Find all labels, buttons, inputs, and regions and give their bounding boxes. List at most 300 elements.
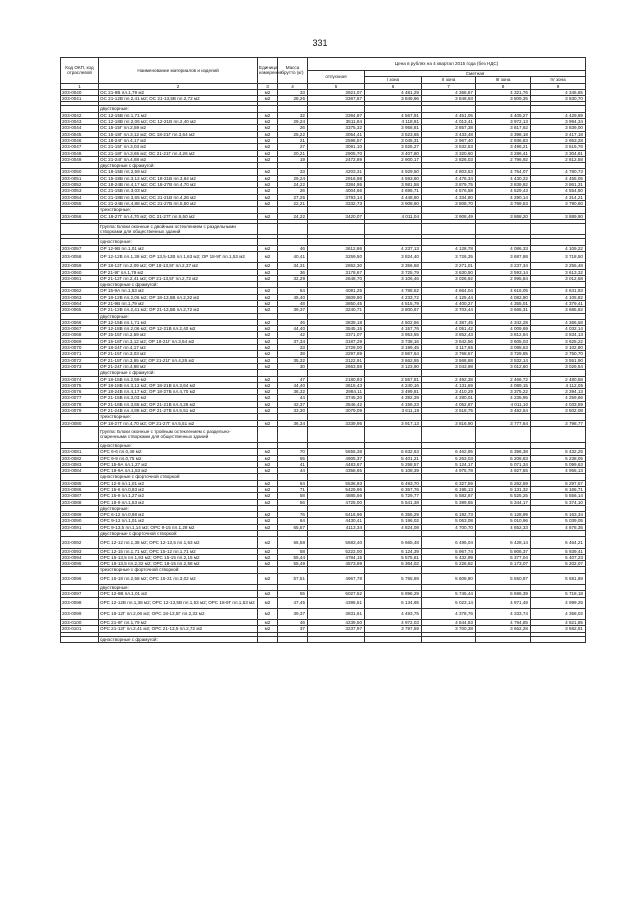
price-zone-1: 3 824,40 (365, 252, 422, 263)
price-zone-4: 4 455,05 (531, 175, 586, 181)
item-code: 203-0096 (61, 573, 99, 584)
item-mass: 44 (278, 468, 308, 474)
item-mass: 29,24 (278, 175, 308, 181)
item-name: ОС 21-9В пл.1,79 м2 (99, 89, 258, 95)
price-zone-3: 5 173,07 (476, 561, 531, 567)
price-zone-3: 3 482,54 (476, 408, 531, 414)
price-zone-1: 3 199,45 (365, 345, 422, 351)
item-unit: м2 (258, 461, 278, 467)
price-zone-4: 5 238,05 (531, 455, 586, 461)
item-code: 203-0061 (61, 275, 99, 281)
item-mass: 76 (278, 512, 308, 518)
empty-cell (531, 426, 586, 442)
item-code: 203-0085 (61, 480, 99, 486)
price-release: 2663,58 (308, 363, 365, 369)
price-zone-4: 6 163,34 (531, 512, 586, 518)
column-index: 4 (278, 83, 308, 89)
price-table (60, 57, 586, 643)
price-zone-2: 4 051,42 (422, 326, 476, 332)
subgroup-title: трехстворные с форточной створкой: (99, 567, 258, 573)
item-mass: 21 (278, 137, 308, 143)
price-zone-1: 4 448,60 (365, 194, 422, 200)
price-release: 3079,09 (308, 408, 365, 414)
price-zone-2: 3 852,43 (422, 332, 476, 338)
price-release: 3339,95 (308, 420, 365, 426)
item-name: ОС 15-15Г пл.2,59 м2 (99, 125, 258, 131)
item-mass: 25,22 (278, 131, 308, 137)
item-code: 203-0070 (61, 345, 99, 351)
item-unit: м2 (258, 144, 278, 150)
empty-cell (422, 426, 476, 442)
item-unit: м2 (258, 395, 278, 401)
item-code: 203-0042 (61, 112, 99, 118)
price-zone-4: 3 029,54 (531, 363, 586, 369)
item-name: ОР 18-15В пл.2,59 м2 (99, 376, 258, 382)
item-unit: м2 (258, 245, 278, 251)
price-release: 3609,90 (308, 294, 365, 300)
item-name: ОС 18-15В пл.2,59 м2 (99, 169, 258, 175)
item-code: 203-0090 (61, 518, 99, 524)
item-name: ОР 12-18В пл.2,06 м2; ОР 12-21В пл.2,40 м2 (99, 326, 258, 332)
item-name: ОРС 15-18 пл.2,58 м2; ОРС 15-21 пл.3,02 м2 (99, 573, 258, 584)
price-zone-1: 4 233,72 (365, 294, 422, 300)
price-zone-2: 3 043,98 (422, 363, 476, 369)
price-zone-4: 3 613,32 (531, 269, 586, 275)
item-code: 203-0098 (61, 597, 99, 608)
price-zone-2: 5 608,80 (422, 573, 476, 584)
price-zone-1: 5 541,38 (365, 499, 422, 505)
item-code: 203-0087 (61, 493, 99, 499)
price-zone-3: 3 237,34 (476, 263, 531, 269)
column-index: 9 (531, 83, 586, 89)
item-mass: 27 (278, 144, 308, 150)
price-zone-4: 5 039,05 (531, 518, 586, 524)
price-zone-1: 6 632,63 (365, 449, 422, 455)
item-unit: м2 (258, 112, 278, 118)
item-name: ОРС 12-9В пл.1,01 м2 (99, 591, 258, 597)
price-zone-3: 4 355,01 (476, 300, 531, 306)
price-zone-4: 6 432,25 (531, 449, 586, 455)
price-zone-1: 4 696,71 (365, 188, 422, 194)
price-zone-3: 3 012,60 (476, 363, 531, 369)
item-unit: м2 (258, 554, 278, 560)
price-zone-1: 3 797,59 (365, 626, 422, 632)
table-row (61, 608, 586, 619)
item-mass: 44,40 (278, 326, 308, 332)
price-zone-1: 4 118,81 (365, 119, 422, 125)
empty-cell (308, 426, 365, 442)
price-zone-3: 4 405,27 (476, 112, 531, 118)
item-mass: 55 (278, 455, 308, 461)
item-code: 203-0075 (61, 382, 99, 388)
item-name: ОР 18-27Г пл.4,70 м2; ОР 21-27Г пл.5,51 м2 (99, 420, 258, 426)
item-name: ОР 21-18Г пл.3,65 м2; ОР 21-21Г пл.4,26 м2 (99, 357, 258, 363)
price-zone-2: 6 195,13 (422, 487, 476, 493)
price-zone-2: 3 700,38 (422, 626, 476, 632)
price-release: 2180,93 (308, 376, 365, 382)
item-code: 203-0055 (61, 200, 99, 206)
item-mass: 65,57 (278, 524, 308, 530)
item-code: 203-0093 (61, 548, 99, 554)
item-mass: 29,24 (278, 119, 308, 125)
price-release: 3921,07 (308, 89, 365, 95)
price-zone-1: 3 356,68 (365, 263, 422, 269)
price-zone-3: 4 342,28 (476, 319, 531, 325)
item-mass: 46 (278, 319, 308, 325)
price-zone-2: 3 532,53 (422, 144, 476, 150)
price-release: 2472,89 (308, 156, 365, 162)
price-zone-1: 3 981,58 (365, 182, 422, 188)
item-unit: м2 (258, 608, 278, 619)
item-unit: м2 (258, 137, 278, 143)
item-unit: м2 (258, 319, 278, 325)
price-zone-3: 6 262,59 (476, 480, 531, 486)
empty-cell (278, 636, 308, 642)
item-mass: 22,21 (278, 200, 308, 206)
price-zone-4: 3 551,90 (531, 357, 586, 363)
item-name: ОРС 6-6 пл.0,49 м2 (99, 449, 258, 455)
item-mass: 26 (278, 188, 308, 194)
price-zone-3: 3 729,85 (476, 351, 531, 357)
item-name: ОС 12-15В пл.1,71 м2 (99, 112, 258, 118)
item-code: 203-0050 (61, 169, 99, 175)
price-release: 5222,00 (308, 548, 365, 554)
price-zone-3: 3 972,13 (476, 119, 531, 125)
price-zone-1: 4 481,29 (365, 89, 422, 95)
price-zone-1: 5 364,02 (365, 561, 422, 567)
item-unit: м2 (258, 480, 278, 486)
price-zone-2: 3 879,75 (422, 182, 476, 188)
price-zone-2: 3 320,60 (422, 150, 476, 156)
price-zone-2: 5 399,65 (422, 499, 476, 505)
item-mass: 58 (278, 493, 308, 499)
item-name: ОС 18-24В пл.4,17 м2; ОС 18-27В пл.4,70 м2 (99, 182, 258, 188)
price-zone-1: 5 258,57 (365, 461, 422, 467)
item-mass: 39,37 (278, 307, 308, 313)
item-name: ОС 18-27Г пл.4,70 м2; ОС 21-27Г пл.5,50 м2 (99, 213, 258, 219)
item-mass: 26 (278, 125, 308, 131)
item-name: ОС 15-18Г пл.3,12 м2; ОС 18-21Г пл.3,64 м2 (99, 131, 258, 137)
price-zone-3: 4 927,55 (476, 468, 531, 474)
price-zone-2: 4 128,78 (422, 245, 476, 251)
item-mass: 20,21 (278, 150, 308, 156)
price-zone-4: 4 366,58 (531, 319, 586, 325)
item-unit: м2 (258, 213, 278, 219)
price-release: 3615,43 (308, 382, 365, 388)
price-zone-2: 4 803,53 (422, 169, 476, 175)
price-zone-4: 3 834,13 (531, 332, 586, 338)
price-zone-2: 4 131,69 (422, 382, 476, 388)
price-zone-2: 3 816,90 (422, 420, 476, 426)
price-release: 3839,18 (308, 319, 365, 325)
item-mass: 58 (278, 548, 308, 554)
price-zone-3: 2 995,84 (476, 275, 531, 281)
price-zone-2: 5 023,14 (422, 597, 476, 608)
price-release: 4725,00 (308, 499, 365, 505)
price-zone-1: 3 123,90 (365, 363, 422, 369)
item-name: ОРС 15-6 пл.0,83 м2 (99, 487, 258, 493)
price-zone-2: 4 400,27 (422, 300, 476, 306)
item-unit: м2 (258, 182, 278, 188)
price-zone-2: 3 642,56 (422, 338, 476, 344)
price-zone-3: 4 086,33 (476, 245, 531, 251)
price-zone-4: 4 641,93 (531, 288, 586, 294)
item-code: 203-0094 (61, 554, 99, 560)
price-zone-1: 4 972,03 (365, 619, 422, 625)
price-zone-3: 5 344,17 (476, 499, 531, 505)
price-zone-3: 4 652,33 (476, 524, 531, 530)
price-zone-2: 6 192,73 (422, 512, 476, 518)
price-zone-3: 4 009,69 (476, 326, 531, 332)
item-mass: 32,29 (278, 275, 308, 281)
price-release: 3187,29 (308, 338, 365, 344)
price-zone-4: 4 429,89 (531, 112, 586, 118)
subgroup-title: одностворные с форточной створкой: (99, 474, 258, 480)
item-code: 203-0097 (61, 591, 99, 597)
price-zone-3: 6 128,99 (476, 512, 531, 518)
price-zone-4: 4 345,85 (531, 89, 586, 95)
price-zone-4: 4 112,05 (531, 382, 586, 388)
item-name: ОС 21-12В пл.2,41 м2; ОС 21-13,5В пл.2,72 м2 (99, 96, 258, 102)
item-code: 203-0099 (61, 608, 99, 619)
item-code: 203-0083 (61, 461, 99, 467)
item-code: 203-0101 (61, 626, 99, 632)
item-unit: м2 (258, 389, 278, 395)
item-unit: м2 (258, 175, 278, 181)
price-zone-4: 4 554,80 (531, 188, 586, 194)
item-mass: 44,40 (278, 382, 308, 388)
price-zone-3: 6 396,38 (476, 449, 531, 455)
item-code: 203-0069 (61, 338, 99, 344)
item-unit: м2 (258, 300, 278, 306)
price-zone-4: 3 255,48 (531, 263, 586, 269)
empty-cell (531, 636, 586, 642)
price-zone-2: 3 630,50 (422, 269, 476, 275)
item-code: 203-0045 (61, 131, 99, 137)
item-unit: м2 (258, 169, 278, 175)
price-release: 4081,25 (308, 288, 365, 294)
item-code: 203-0095 (61, 561, 99, 567)
price-zone-4: 3 304,81 (531, 150, 586, 156)
item-name: ОР 21-9Г пл.1,79 м2 (99, 269, 258, 275)
item-unit: м2 (258, 89, 278, 95)
price-zone-2: 4 664,04 (422, 288, 476, 294)
price-zone-3: 4 089,15 (476, 382, 531, 388)
item-name: ОР 15-9А пл.1,53 м2 (99, 288, 258, 294)
price-zone-2: 5 582,67 (422, 493, 476, 499)
item-name: ОРС 12-12В пл.1,38 м2; ОРС 12-13,5В пл.1,53 м2; ОРС 18-9Г пл.1,53 м2 (99, 597, 258, 608)
price-zone-4: 6 297,57 (531, 480, 586, 486)
item-code: 203-0060 (61, 269, 99, 275)
price-zone-4: 5 202,07 (531, 561, 586, 567)
item-unit: м2 (258, 537, 278, 548)
empty-cell (476, 426, 531, 442)
price-zone-3: 3 769,53 (476, 200, 531, 206)
price-zone-4: 3 861,31 (531, 182, 586, 188)
item-mass: 54 (278, 288, 308, 294)
price-zone-3: 5 071,34 (476, 461, 531, 467)
item-mass: 19 (278, 156, 308, 162)
item-unit: м2 (258, 119, 278, 125)
item-code: 203-0074 (61, 376, 99, 382)
price-zone-1: 3 958,81 (365, 125, 422, 131)
price-release: 3384,95 (308, 182, 365, 188)
price-zone-4: 4 821,85 (531, 619, 586, 625)
price-zone-4: 4 678,35 (531, 524, 586, 530)
item-code: 203-0082 (61, 455, 99, 461)
price-zone-1: 4 493,75 (365, 608, 422, 619)
price-release: 4203,31 (308, 169, 365, 175)
item-mass: 56 (278, 499, 308, 505)
item-mass: 42 (278, 332, 308, 338)
item-unit: м2 (258, 188, 278, 194)
item-unit: м2 (258, 200, 278, 206)
price-zone-3: 3 593,14 (476, 269, 531, 275)
item-unit: м2 (258, 449, 278, 455)
price-zone-2: 3 703,44 (422, 307, 476, 313)
price-zone-4: 6 165,71 (531, 487, 586, 493)
empty-cell (278, 426, 308, 442)
price-zone-1: 3 611,19 (365, 408, 422, 414)
price-zone-1: 3 662,55 (365, 357, 422, 363)
item-code: 203-0046 (61, 137, 99, 143)
empty-cell (308, 636, 365, 642)
price-zone-2: 4 052,87 (422, 401, 476, 407)
price-zone-3: 4 011,10 (476, 401, 531, 407)
price-release: 3259,50 (308, 252, 365, 263)
price-release: 5536,93 (308, 480, 365, 486)
item-name: ОС 21-24Г пл.4,88 м2 (99, 156, 258, 162)
price-zone-4: 5 374,10 (531, 499, 586, 505)
price-release: 4967,78 (308, 573, 365, 584)
price-zone-3: 6 428,14 (476, 537, 531, 548)
item-code: 203-0066 (61, 319, 99, 325)
item-name: ОР 12-12В пл.1,38 м2; ОР 13,5-12В пл.1,63 м2; ОР 18-9Г пл.1,53 м2 (99, 252, 258, 263)
empty-cell (422, 223, 476, 235)
price-zone-2: 5 226,82 (422, 561, 476, 567)
item-code: 203-0056 (61, 213, 99, 219)
header-mass: Масса брутто (кг) (278, 58, 308, 84)
price-zone-1: 6 124,39 (365, 548, 422, 554)
price-zone-3: 4 290,14 (476, 194, 531, 200)
item-mass: 27,25 (278, 194, 308, 200)
price-zone-3: 5 686,39 (476, 591, 531, 597)
price-zone-4: 5 581,89 (531, 573, 586, 584)
price-zone-2: 4 700,70 (422, 524, 476, 530)
price-zone-4: 3 682,81 (531, 626, 586, 632)
price-zone-1: 5 755,89 (365, 573, 422, 584)
price-zone-3: 3 496,21 (476, 144, 531, 150)
header-estimate: Сметная (365, 71, 586, 77)
subgroup-title: трехстворные: (99, 414, 258, 420)
subgroup-title: двустворные: (99, 505, 258, 511)
item-unit: м2 (258, 194, 278, 200)
price-release: 4905,37 (308, 455, 365, 461)
item-code: 203-0059 (61, 263, 99, 269)
price-zone-1: 3 725,79 (365, 269, 422, 275)
price-zone-1: 2 557,81 (365, 376, 422, 382)
item-name: ОС 18-24Г пл.4,17 м2 (99, 137, 258, 143)
price-zone-4: 3 685,82 (531, 307, 586, 313)
item-mass: 42,37 (278, 401, 308, 407)
item-code: 203-0063 (61, 294, 99, 300)
item-mass: 33 (278, 89, 308, 95)
price-release: 3240,71 (308, 307, 365, 313)
item-code: 203-0072 (61, 357, 99, 363)
price-zone-2: 6 462,95 (422, 449, 476, 455)
price-zone-1: 5 134,95 (365, 597, 422, 608)
item-mass: 38 (278, 351, 308, 357)
price-release: 5683,40 (308, 537, 365, 548)
item-code: 203-0040 (61, 89, 99, 95)
price-zone-4: 4 955,13 (531, 468, 586, 474)
item-mass: 37 (278, 626, 308, 632)
empty-cell (476, 636, 531, 642)
price-release: 2728,00 (308, 345, 365, 351)
column-index: 7 (422, 83, 476, 89)
price-release: 3420,07 (308, 213, 365, 219)
price-zone-3: 5 377,04 (476, 554, 531, 560)
price-zone-2: 4 451,05 (422, 112, 476, 118)
price-release: 3745,20 (308, 395, 365, 401)
item-name: ОРС 18-9 пл.1,53 м2 (99, 499, 258, 505)
subgroup-title: одностворные: (99, 442, 258, 448)
item-mass: 39,37 (278, 608, 308, 619)
item-name: ОС 21-15Г пл.3,03 м2 (99, 144, 258, 150)
item-unit: м2 (258, 96, 278, 102)
price-zone-1: 4 011,04 (365, 213, 422, 219)
item-unit: м2 (258, 524, 278, 530)
item-name: ОР 18-12В пл.2,06 м2; ОР 18-13,5В пл.2,32 м2 (99, 294, 258, 300)
empty-cell (476, 223, 531, 235)
subgroup-title: двустворные с фрамугой: (99, 163, 258, 169)
item-mass: 64 (278, 518, 308, 524)
price-zone-4: 3 394,13 (531, 389, 586, 395)
item-code: 203-0051 (61, 175, 99, 181)
price-release: 3371,07 (308, 332, 365, 338)
empty-cell (422, 636, 476, 642)
price-zone-1: 3 867,64 (365, 351, 422, 357)
item-unit: м2 (258, 351, 278, 357)
price-release: 5429,96 (308, 487, 365, 493)
price-zone-3: 3 812,84 (476, 332, 531, 338)
price-release: 4483,67 (308, 461, 365, 467)
price-release: 4239,50 (308, 619, 365, 625)
price-release: 3394,87 (308, 112, 365, 118)
item-mass: 57,51 (278, 573, 308, 584)
price-zone-2: 5 263,03 (422, 455, 476, 461)
price-zone-3: 3 605,03 (476, 338, 531, 344)
price-zone-3: 3 665,31 (476, 307, 531, 313)
item-name: ОР 18-18В пл.3,12 м2; ОР 18-21В пл.3,64 м2 (99, 382, 258, 388)
price-zone-1: 3 625,27 (365, 144, 422, 150)
table-row (61, 573, 586, 584)
item-mass: 28,26 (278, 96, 308, 102)
price-zone-3: 4 321,76 (476, 89, 531, 95)
item-unit: м2 (258, 499, 278, 505)
price-zone-3: 3 839,82 (476, 182, 531, 188)
price-zone-3: 4 616,05 (476, 288, 531, 294)
subgroup-title: трехстворные: (99, 207, 258, 213)
price-zone-3: 3 817,62 (476, 125, 531, 131)
price-zone-1: 3 800,67 (365, 307, 422, 313)
price-zone-1: 5 729,77 (365, 493, 422, 499)
item-unit: м2 (258, 420, 278, 426)
price-release: 4430,41 (308, 518, 365, 524)
price-release: 4004,66 (308, 188, 365, 194)
price-zone-1: 5 196,02 (365, 518, 422, 524)
price-zone-3: 3 085,53 (476, 345, 531, 351)
